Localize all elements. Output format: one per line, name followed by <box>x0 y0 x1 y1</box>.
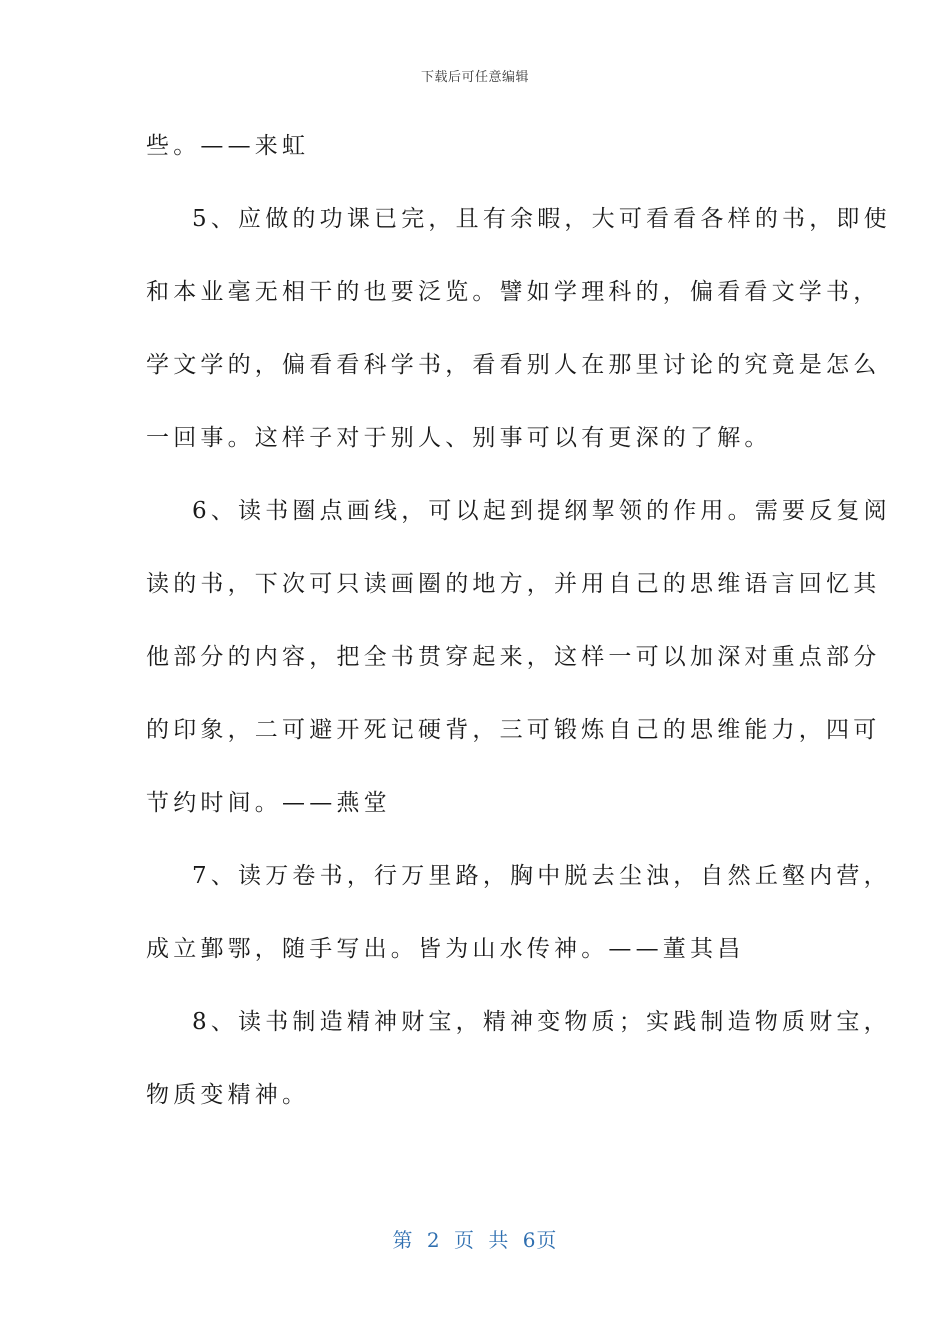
list-item-6-line-3: 他部分的内容，把全书贯穿起来，这样一可以加深对重点部分 <box>146 644 881 670</box>
document-body <box>146 124 891 1146</box>
page-header: 下载后可任意编辑 <box>420 70 529 85</box>
list-item-8-line-2: 物质变精神。 <box>146 1082 310 1108</box>
list-item-5-line-3: 学文学的，偏看看科学书，看看别人在那里讨论的究竟是怎么 <box>146 352 881 378</box>
list-item-5-line-2: 和本业毫无相干的也要泛览。譬如学理科的，偏看看文学书， <box>146 279 881 305</box>
page-number-footer: 第 2 页 共 6页 <box>392 1228 558 1252</box>
list-item-6-line-4: 的印象，二可避开死记硬背，三可锻炼自己的思维能力，四可 <box>146 717 881 743</box>
list-item-8-line-1: 8、读书制造精神财宝，精神变物质；实践制造物质财宝， <box>192 1009 891 1035</box>
list-item-6-line-2: 读的书，下次可只读画圈的地方，并用自己的思维语言回忆其 <box>146 571 881 597</box>
list-item-6-line-5: 节约时间。——燕堂 <box>146 790 391 816</box>
list-item-7-line-2: 成立鄞鄂，随手写出。皆为山水传神。——董其昌 <box>146 936 745 962</box>
text-line: 些。——来虹 <box>146 133 310 159</box>
list-item-7-line-1: 7、读万卷书，行万里路，胸中脱去尘浊，自然丘壑内营， <box>192 863 891 889</box>
list-item-6-line-1: 6、读书圈点画线，可以起到提纲挈领的作用。需要反复阅 <box>192 498 891 524</box>
list-item-5-line-1: 5、应做的功课已完，且有余暇，大可看看各样的书，即使 <box>192 206 891 232</box>
list-item-5-line-4: 一回事。这样子对于别人、别事可以有更深的了解。 <box>146 425 772 451</box>
